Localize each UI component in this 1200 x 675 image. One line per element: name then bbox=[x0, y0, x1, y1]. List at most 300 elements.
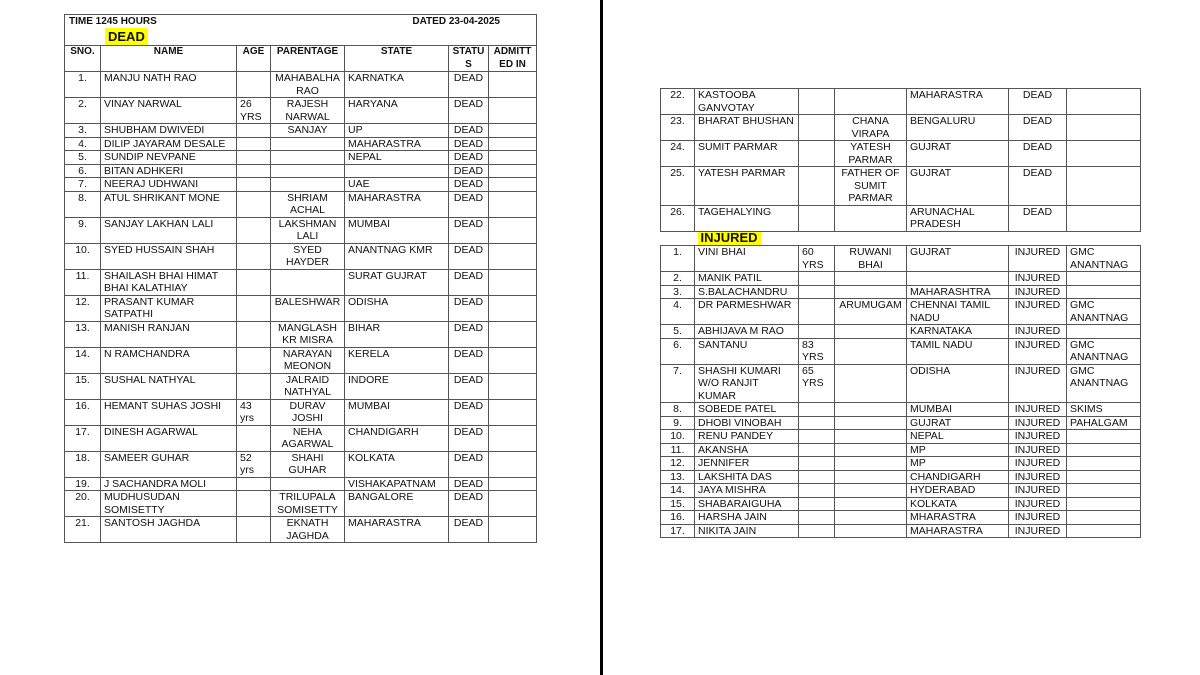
cell-parentage bbox=[835, 272, 907, 286]
cell-name: VINAY NARWAL bbox=[101, 98, 237, 124]
cell-status: INJURED bbox=[1009, 484, 1067, 498]
col-parentage: PARENTAGE bbox=[271, 46, 345, 72]
cell-name: MANJU NATH RAO bbox=[101, 72, 237, 98]
cell-sno: 5. bbox=[661, 325, 695, 339]
cell-state: KOLKATA bbox=[345, 451, 449, 477]
cell-age: 43 yrs bbox=[237, 399, 271, 425]
cell-status: DEAD bbox=[449, 178, 489, 192]
cell-name: SAMEER GUHAR bbox=[101, 451, 237, 477]
cell-status: INJURED bbox=[1009, 272, 1067, 286]
cell-admitted bbox=[489, 295, 537, 321]
cell-status: INJURED bbox=[1009, 430, 1067, 444]
cell-status: DEAD bbox=[1009, 89, 1067, 115]
cell-age bbox=[237, 164, 271, 178]
cell-name: JENNIFER bbox=[695, 457, 799, 471]
cell-status: INJURED bbox=[1009, 403, 1067, 417]
cell-name: ABHIJAVA M RAO bbox=[695, 325, 799, 339]
cell-age bbox=[237, 347, 271, 373]
table-row bbox=[65, 491, 537, 517]
cell-parentage bbox=[835, 416, 907, 430]
table-row bbox=[65, 243, 537, 269]
table-row bbox=[65, 164, 537, 178]
cell-parentage bbox=[835, 511, 907, 525]
cell-age bbox=[799, 403, 835, 417]
col-sno: SNO. bbox=[65, 46, 101, 72]
cell-name: SUSHAL NATHYAL bbox=[101, 373, 237, 399]
cell-parentage: SANJAY bbox=[271, 124, 345, 138]
cell-parentage: FATHER OF SUMIT PARMAR bbox=[835, 167, 907, 206]
cell-parentage: TRILUPALA SOMISETTY bbox=[271, 491, 345, 517]
table-row bbox=[65, 373, 537, 399]
cell-parentage bbox=[835, 338, 907, 364]
cell-status: DEAD bbox=[449, 517, 489, 543]
cell-state: CHANDIGARH bbox=[345, 425, 449, 451]
cell-parentage bbox=[835, 524, 907, 538]
cell-admitted bbox=[489, 477, 537, 491]
cell-admitted bbox=[489, 137, 537, 151]
cell-age bbox=[237, 321, 271, 347]
cell-name: BHARAT BHUSHAN bbox=[695, 115, 799, 141]
cell-state: MHARASTRA bbox=[907, 511, 1009, 525]
cell-age bbox=[799, 484, 835, 498]
time-label: TIME 1245 HOURS bbox=[69, 16, 157, 27]
cell-admitted bbox=[1067, 285, 1141, 299]
cell-state: GUJRAT bbox=[907, 167, 1009, 206]
cell-parentage bbox=[271, 164, 345, 178]
cell-name: SANTOSH JAGHDA bbox=[101, 517, 237, 543]
cell-sno: 6. bbox=[661, 338, 695, 364]
cell-sno: 23. bbox=[661, 115, 695, 141]
cell-admitted bbox=[489, 151, 537, 165]
table-row bbox=[65, 517, 537, 543]
cell-state: GUJRAT bbox=[907, 416, 1009, 430]
cell-name: NEERAJ UDHWANI bbox=[101, 178, 237, 192]
cell-name: RENU PANDEY bbox=[695, 430, 799, 444]
cell-status: DEAD bbox=[1009, 141, 1067, 167]
col-age: AGE bbox=[237, 46, 271, 72]
cell-status: INJURED bbox=[1009, 246, 1067, 272]
cell-parentage bbox=[271, 269, 345, 295]
cell-sno: 12. bbox=[661, 457, 695, 471]
cell-state: MAHARASHTRA bbox=[907, 285, 1009, 299]
cell-admitted bbox=[1067, 511, 1141, 525]
table-row bbox=[661, 167, 1141, 206]
cell-admitted bbox=[1067, 470, 1141, 484]
cell-state: KARNATKA bbox=[345, 72, 449, 98]
cell-state: HARYANA bbox=[345, 98, 449, 124]
cell-sno: 2. bbox=[65, 98, 101, 124]
cell-admitted bbox=[489, 399, 537, 425]
cell-admitted: GMC ANANTNAG bbox=[1067, 364, 1141, 403]
cell-state: CHANDIGARH bbox=[907, 470, 1009, 484]
cell-age bbox=[237, 124, 271, 138]
cell-parentage: LAKSHMAN LALI bbox=[271, 217, 345, 243]
cell-parentage bbox=[835, 403, 907, 417]
cell-parentage: NARAYAN MEONON bbox=[271, 347, 345, 373]
cell-name: SYED HUSSAIN SHAH bbox=[101, 243, 237, 269]
cell-name: DHOBI VINOBAH bbox=[695, 416, 799, 430]
cell-sno: 26. bbox=[661, 205, 695, 231]
cell-state: KOLKATA bbox=[907, 497, 1009, 511]
cell-admitted bbox=[489, 425, 537, 451]
cell-parentage: JALRAID NATHYAL bbox=[271, 373, 345, 399]
cell-sno: 6. bbox=[65, 164, 101, 178]
table-row bbox=[65, 425, 537, 451]
table-row bbox=[661, 364, 1141, 403]
cell-state: MAHARASTRA bbox=[907, 89, 1009, 115]
cell-status: DEAD bbox=[1009, 167, 1067, 206]
cell-status: DEAD bbox=[449, 347, 489, 373]
cell-admitted bbox=[489, 124, 537, 138]
sheet-meta-row bbox=[65, 15, 537, 46]
cell-age bbox=[237, 243, 271, 269]
cell-admitted bbox=[1067, 497, 1141, 511]
cell-parentage bbox=[835, 285, 907, 299]
table-row bbox=[661, 511, 1141, 525]
cell-name: ATUL SHRIKANT MONE bbox=[101, 191, 237, 217]
cell-age bbox=[799, 470, 835, 484]
table-row bbox=[661, 141, 1141, 167]
cell-name: AKANSHA bbox=[695, 443, 799, 457]
table-row bbox=[65, 137, 537, 151]
cell-sno: 8. bbox=[65, 191, 101, 217]
cell-parentage: MANGLASH KR MISRA bbox=[271, 321, 345, 347]
cell-age bbox=[799, 89, 835, 115]
cell-admitted bbox=[1067, 457, 1141, 471]
cell-admitted bbox=[489, 373, 537, 399]
cell-sno: 4. bbox=[661, 299, 695, 325]
cell-status: DEAD bbox=[449, 321, 489, 347]
cell-state: ARUNACHAL PRADESH bbox=[907, 205, 1009, 231]
cell-sno: 11. bbox=[661, 443, 695, 457]
table-row bbox=[65, 178, 537, 192]
cell-age bbox=[237, 517, 271, 543]
table-row bbox=[661, 285, 1141, 299]
cell-admitted bbox=[1067, 484, 1141, 498]
injured-section-row bbox=[661, 231, 1141, 246]
cell-parentage: NEHA AGARWAL bbox=[271, 425, 345, 451]
cell-name: KASTOOBA GANVOTAY bbox=[695, 89, 799, 115]
cell-parentage bbox=[835, 484, 907, 498]
cell-parentage bbox=[835, 497, 907, 511]
cell-name: MANIK PATIL bbox=[695, 272, 799, 286]
cell-parentage: SHRIAM ACHAL bbox=[271, 191, 345, 217]
cell-status: DEAD bbox=[449, 451, 489, 477]
cell-state bbox=[907, 272, 1009, 286]
cell-age bbox=[237, 151, 271, 165]
col-status: STATUS bbox=[449, 46, 489, 72]
cell-admitted: GMC ANANTNAG bbox=[1067, 338, 1141, 364]
cell-status: DEAD bbox=[449, 217, 489, 243]
cell-age: 83 YRS bbox=[799, 338, 835, 364]
cell-parentage bbox=[835, 443, 907, 457]
cell-admitted: PAHALGAM bbox=[1067, 416, 1141, 430]
cell-admitted bbox=[1067, 430, 1141, 444]
cell-parentage: RUWANI BHAI bbox=[835, 246, 907, 272]
cell-age bbox=[237, 191, 271, 217]
cell-status: INJURED bbox=[1009, 285, 1067, 299]
col-state: STATE bbox=[345, 46, 449, 72]
cell-age bbox=[799, 497, 835, 511]
page-divider bbox=[600, 0, 603, 675]
cell-admitted bbox=[1067, 89, 1141, 115]
cell-status: INJURED bbox=[1009, 338, 1067, 364]
cell-state: KARNATAKA bbox=[907, 325, 1009, 339]
cell-age bbox=[799, 325, 835, 339]
cell-age bbox=[799, 416, 835, 430]
cell-name: MUDHUSUDAN SOMISETTY bbox=[101, 491, 237, 517]
cell-parentage: DURAV JOSHI bbox=[271, 399, 345, 425]
cell-state: ANANTNAG KMR bbox=[345, 243, 449, 269]
cell-status: DEAD bbox=[449, 491, 489, 517]
table-row bbox=[661, 115, 1141, 141]
cell-parentage: CHANA VIRAPA bbox=[835, 115, 907, 141]
table-row bbox=[661, 272, 1141, 286]
cell-sno: 8. bbox=[661, 403, 695, 417]
cell-sno: 7. bbox=[661, 364, 695, 403]
col-name: NAME bbox=[101, 46, 237, 72]
cell-age bbox=[799, 141, 835, 167]
injured-section-title: INJURED bbox=[698, 231, 761, 246]
cell-sno: 11. bbox=[65, 269, 101, 295]
cell-age bbox=[799, 299, 835, 325]
cell-admitted bbox=[489, 451, 537, 477]
table-row bbox=[661, 457, 1141, 471]
table-row bbox=[661, 443, 1141, 457]
cell-admitted bbox=[489, 321, 537, 347]
cell-status: DEAD bbox=[449, 243, 489, 269]
cell-state: NEPAL bbox=[907, 430, 1009, 444]
table-row bbox=[661, 470, 1141, 484]
cell-sno: 1. bbox=[661, 246, 695, 272]
cell-status: INJURED bbox=[1009, 364, 1067, 403]
cell-sno: 16. bbox=[65, 399, 101, 425]
cell-name: DINESH AGARWAL bbox=[101, 425, 237, 451]
cell-admitted bbox=[1067, 443, 1141, 457]
cell-status: DEAD bbox=[449, 373, 489, 399]
cell-parentage bbox=[835, 325, 907, 339]
cell-state: MP bbox=[907, 443, 1009, 457]
cell-parentage bbox=[271, 151, 345, 165]
table-row bbox=[65, 191, 537, 217]
cell-state: MAHARASTRA bbox=[345, 517, 449, 543]
cell-state: GUJRAT bbox=[907, 141, 1009, 167]
cell-state: MUMBAI bbox=[345, 217, 449, 243]
cell-parentage: RAJESH NARWAL bbox=[271, 98, 345, 124]
cell-state: MUMBAI bbox=[907, 403, 1009, 417]
cell-state bbox=[345, 164, 449, 178]
cell-parentage bbox=[271, 178, 345, 192]
cell-state: NEPAL bbox=[345, 151, 449, 165]
cell-status: DEAD bbox=[449, 137, 489, 151]
cell-status: DEAD bbox=[449, 425, 489, 451]
cell-age bbox=[237, 217, 271, 243]
cell-admitted bbox=[489, 217, 537, 243]
cell-state: VISHAKAPATNAM bbox=[345, 477, 449, 491]
cell-name: SANJAY LAKHAN LALI bbox=[101, 217, 237, 243]
table-row bbox=[65, 217, 537, 243]
cell-state: MAHARASTRA bbox=[345, 137, 449, 151]
cell-age: 52 yrs bbox=[237, 451, 271, 477]
cell-age bbox=[237, 295, 271, 321]
cell-name: SHABARAIGUHA bbox=[695, 497, 799, 511]
right-sheet bbox=[660, 88, 1141, 538]
dead-table-right bbox=[660, 88, 1141, 538]
cell-sno: 1. bbox=[65, 72, 101, 98]
table-row bbox=[661, 325, 1141, 339]
cell-name: SHASHI KUMARI W/O RANJIT KUMAR bbox=[695, 364, 799, 403]
table-row bbox=[661, 497, 1141, 511]
cell-status: DEAD bbox=[449, 164, 489, 178]
cell-admitted: GMC ANANTNAG bbox=[1067, 246, 1141, 272]
cell-admitted bbox=[489, 191, 537, 217]
table-row bbox=[661, 484, 1141, 498]
cell-status: DEAD bbox=[449, 399, 489, 425]
cell-sno: 13. bbox=[661, 470, 695, 484]
cell-state: INDORE bbox=[345, 373, 449, 399]
cell-sno: 19. bbox=[65, 477, 101, 491]
cell-name: S.BALACHANDRU bbox=[695, 285, 799, 299]
cell-name: NIKITA JAIN bbox=[695, 524, 799, 538]
cell-state: BANGALORE bbox=[345, 491, 449, 517]
cell-name: N RAMCHANDRA bbox=[101, 347, 237, 373]
cell-age bbox=[799, 205, 835, 231]
cell-status: INJURED bbox=[1009, 470, 1067, 484]
cell-sno: 20. bbox=[65, 491, 101, 517]
cell-sno: 17. bbox=[65, 425, 101, 451]
cell-parentage: EKNATH JAGHDA bbox=[271, 517, 345, 543]
cell-state: CHENNAI TAMIL NADU bbox=[907, 299, 1009, 325]
cell-state: BIHAR bbox=[345, 321, 449, 347]
cell-sno: 3. bbox=[661, 285, 695, 299]
table-row bbox=[661, 89, 1141, 115]
cell-admitted: SKIMS bbox=[1067, 403, 1141, 417]
cell-sno: 5. bbox=[65, 151, 101, 165]
cell-name: HEMANT SUHAS JOSHI bbox=[101, 399, 237, 425]
cell-age bbox=[237, 178, 271, 192]
cell-age bbox=[799, 167, 835, 206]
cell-parentage: BALESHWAR bbox=[271, 295, 345, 321]
cell-sno: 10. bbox=[661, 430, 695, 444]
cell-state: UAE bbox=[345, 178, 449, 192]
cell-name: JAYA MISHRA bbox=[695, 484, 799, 498]
table-row bbox=[65, 399, 537, 425]
cell-status: INJURED bbox=[1009, 299, 1067, 325]
cell-status: DEAD bbox=[449, 98, 489, 124]
cell-admitted bbox=[489, 491, 537, 517]
col-admitted: ADMITTED IN bbox=[489, 46, 537, 72]
cell-name: DILIP JAYARAM DESALE bbox=[101, 137, 237, 151]
cell-status: DEAD bbox=[449, 269, 489, 295]
cell-parentage: SYED HAYDER bbox=[271, 243, 345, 269]
table-row bbox=[65, 451, 537, 477]
cell-admitted bbox=[1067, 272, 1141, 286]
cell-status: DEAD bbox=[449, 477, 489, 491]
cell-state: BENGALURU bbox=[907, 115, 1009, 141]
cell-state: MUMBAI bbox=[345, 399, 449, 425]
cell-sno: 4. bbox=[65, 137, 101, 151]
cell-name: SANTANU bbox=[695, 338, 799, 364]
cell-name: YATESH PARMAR bbox=[695, 167, 799, 206]
cell-name: SUNDIP NEVPANE bbox=[101, 151, 237, 165]
cell-age bbox=[799, 285, 835, 299]
cell-sno: 7. bbox=[65, 178, 101, 192]
cell-state: SURAT GUJRAT bbox=[345, 269, 449, 295]
table-row bbox=[661, 430, 1141, 444]
cell-parentage bbox=[835, 470, 907, 484]
cell-sno: 15. bbox=[661, 497, 695, 511]
cell-sno: 24. bbox=[661, 141, 695, 167]
cell-parentage: ARUMUGAM bbox=[835, 299, 907, 325]
cell-state: ODISHA bbox=[345, 295, 449, 321]
cell-name: VINI BHAI bbox=[695, 246, 799, 272]
cell-status: INJURED bbox=[1009, 457, 1067, 471]
cell-sno: 22. bbox=[661, 89, 695, 115]
cell-parentage: YATESH PARMAR bbox=[835, 141, 907, 167]
cell-state: UP bbox=[345, 124, 449, 138]
cell-parentage bbox=[835, 205, 907, 231]
cell-sno: 9. bbox=[65, 217, 101, 243]
cell-status: DEAD bbox=[1009, 205, 1067, 231]
cell-admitted bbox=[1067, 167, 1141, 206]
cell-name: SUMIT PARMAR bbox=[695, 141, 799, 167]
table-row bbox=[65, 347, 537, 373]
cell-name: DR PARMESHWAR bbox=[695, 299, 799, 325]
left-sheet bbox=[64, 14, 537, 543]
table-row bbox=[65, 321, 537, 347]
cell-status: INJURED bbox=[1009, 416, 1067, 430]
cell-name: SOBEDE PATEL bbox=[695, 403, 799, 417]
cell-status: INJURED bbox=[1009, 325, 1067, 339]
cell-age bbox=[237, 72, 271, 98]
cell-sno: 14. bbox=[661, 484, 695, 498]
cell-age: 65 YRS bbox=[799, 364, 835, 403]
table-row bbox=[65, 98, 537, 124]
cell-parentage bbox=[835, 89, 907, 115]
cell-age bbox=[799, 115, 835, 141]
cell-status: DEAD bbox=[449, 191, 489, 217]
cell-age: 26 YRS bbox=[237, 98, 271, 124]
cell-status: DEAD bbox=[449, 151, 489, 165]
table-row bbox=[661, 205, 1141, 231]
cell-admitted: GMC ANANTNAG bbox=[1067, 299, 1141, 325]
cell-admitted bbox=[489, 243, 537, 269]
cell-state: TAMIL NADU bbox=[907, 338, 1009, 364]
cell-sno: 16. bbox=[661, 511, 695, 525]
cell-age bbox=[799, 457, 835, 471]
table-row bbox=[65, 151, 537, 165]
date-label: DATED 23-04-2025 bbox=[412, 16, 500, 27]
cell-name: J SACHANDRA MOLI bbox=[101, 477, 237, 491]
cell-admitted bbox=[489, 164, 537, 178]
cell-sno: 21. bbox=[65, 517, 101, 543]
table-row bbox=[65, 269, 537, 295]
cell-parentage: SHAHI GUHAR bbox=[271, 451, 345, 477]
cell-name: TAGEHALYING bbox=[695, 205, 799, 231]
cell-sno: 3. bbox=[65, 124, 101, 138]
cell-state: GUJRAT bbox=[907, 246, 1009, 272]
cell-parentage bbox=[271, 137, 345, 151]
table-row bbox=[65, 72, 537, 98]
table-row bbox=[661, 246, 1141, 272]
cell-age bbox=[237, 137, 271, 151]
cell-sno: 25. bbox=[661, 167, 695, 206]
cell-parentage: MAHABALHA RAO bbox=[271, 72, 345, 98]
cell-parentage bbox=[835, 430, 907, 444]
dead-table-left bbox=[64, 14, 537, 543]
cell-state: MAHARASTRA bbox=[907, 524, 1009, 538]
cell-state: KERELA bbox=[345, 347, 449, 373]
